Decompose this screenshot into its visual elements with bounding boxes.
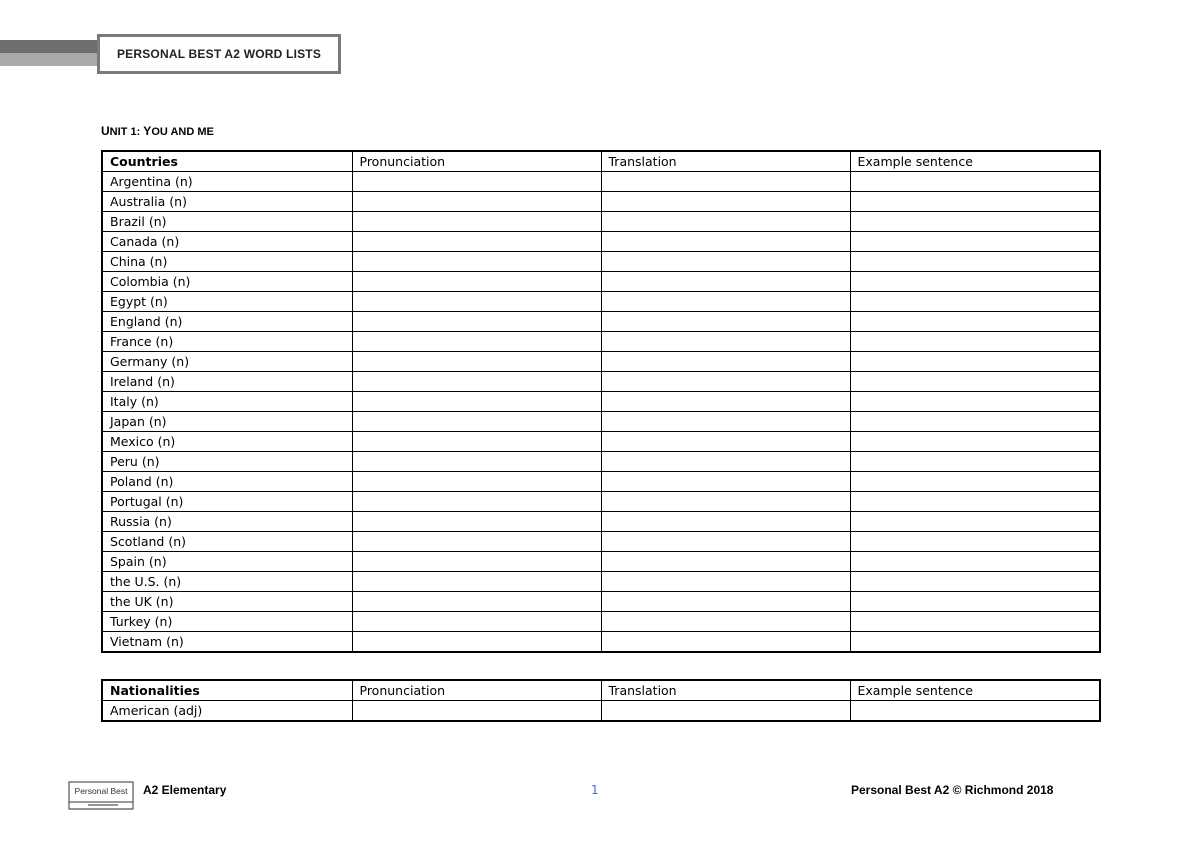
example-cell[interactable] [850,212,1100,232]
translation-cell[interactable] [601,292,850,312]
table-row [102,372,1100,392]
example-cell[interactable] [850,532,1100,552]
pronunciation-cell[interactable] [352,532,601,552]
word-cell: Spain (n) [102,552,352,572]
translation-cell[interactable] [601,352,850,372]
pronunciation-cell[interactable] [352,632,601,653]
word-cell: Turkey (n) [102,612,352,632]
word-cell: England (n) [102,312,352,332]
translation-cell[interactable] [601,572,850,592]
word-cell: Germany (n) [102,352,352,372]
unit-title: UNIT 1: YOU AND ME [101,124,214,138]
pronunciation-cell[interactable] [352,192,601,212]
word-cell: Portugal (n) [102,492,352,512]
word-cell: China (n) [102,252,352,272]
pronunciation-cell[interactable] [352,372,601,392]
example-cell[interactable] [850,352,1100,372]
word-cell: Italy (n) [102,392,352,412]
pronunciation-cell[interactable] [352,432,601,452]
example-cell[interactable] [850,412,1100,432]
pronunciation-cell[interactable] [352,332,601,352]
translation-cell[interactable] [601,612,850,632]
table-row [102,612,1100,632]
page-number: 1 [591,783,599,797]
pronunciation-cell[interactable] [352,232,601,252]
translation-cell[interactable] [601,332,850,352]
pronunciation-cell[interactable] [352,412,601,432]
word-cell: Egypt (n) [102,292,352,312]
column-header: Countries [102,151,352,172]
pronunciation-cell[interactable] [352,472,601,492]
table-row [102,192,1100,212]
word-cell: France (n) [102,332,352,352]
pronunciation-cell[interactable] [352,701,601,722]
translation-cell[interactable] [601,592,850,612]
column-header: Translation [601,151,850,172]
translation-cell[interactable] [601,212,850,232]
table-header-row [102,151,1100,172]
table-row [102,572,1100,592]
table-row [102,352,1100,372]
word-cell: Colombia (n) [102,272,352,292]
word-cell: the UK (n) [102,592,352,612]
example-cell[interactable] [850,252,1100,272]
translation-cell[interactable] [601,552,850,572]
table-row [102,552,1100,572]
translation-cell[interactable] [601,192,850,212]
translation-cell[interactable] [601,532,850,552]
column-header: Pronunciation [352,680,601,701]
example-cell[interactable] [850,701,1100,722]
table-row [102,592,1100,612]
example-cell[interactable] [850,232,1100,252]
table-row [102,172,1100,192]
word-cell: Vietnam (n) [102,632,352,653]
word-cell: American (adj) [102,701,352,722]
example-cell[interactable] [850,552,1100,572]
word-cell: Mexico (n) [102,432,352,452]
footer-copyright: Personal Best A2 © Richmond 2018 [851,783,1054,797]
example-cell[interactable] [850,192,1100,212]
word-cell: Russia (n) [102,512,352,532]
pronunciation-cell[interactable] [352,492,601,512]
translation-cell[interactable] [601,392,850,412]
word-cell: Peru (n) [102,452,352,472]
pronunciation-cell[interactable] [352,452,601,472]
example-cell[interactable] [850,632,1100,653]
pronunciation-cell[interactable] [352,592,601,612]
table-row [102,212,1100,232]
translation-cell[interactable] [601,252,850,272]
page-title: PERSONAL BEST A2 WORD LISTS [97,34,341,74]
example-cell[interactable] [850,372,1100,392]
table-row [102,492,1100,512]
table-row [102,252,1100,272]
example-cell[interactable] [850,312,1100,332]
table-row [102,472,1100,492]
table-row [102,432,1100,452]
word-cell: Scotland (n) [102,532,352,552]
translation-cell[interactable] [601,701,850,722]
nationalities-table [101,679,1101,722]
translation-cell[interactable] [601,432,850,452]
pronunciation-cell[interactable] [352,552,601,572]
word-cell: Ireland (n) [102,372,352,392]
example-cell[interactable] [850,472,1100,492]
example-cell[interactable] [850,612,1100,632]
header-decoration-bar [0,40,110,66]
table-row [102,412,1100,432]
table-header-row [102,680,1100,701]
example-cell[interactable] [850,332,1100,352]
word-cell: Poland (n) [102,472,352,492]
table-row [102,532,1100,552]
word-cell: Australia (n) [102,192,352,212]
example-cell[interactable] [850,272,1100,292]
word-cell: Brazil (n) [102,212,352,232]
pronunciation-cell[interactable] [352,312,601,332]
table-row [102,232,1100,252]
example-cell[interactable] [850,512,1100,532]
translation-cell[interactable] [601,472,850,492]
word-cell: Argentina (n) [102,172,352,192]
example-cell[interactable] [850,432,1100,452]
example-cell[interactable] [850,452,1100,472]
translation-cell[interactable] [601,372,850,392]
translation-cell[interactable] [601,412,850,432]
pronunciation-cell[interactable] [352,172,601,192]
column-header: Example sentence [850,151,1100,172]
example-cell[interactable] [850,292,1100,312]
column-header: Translation [601,680,850,701]
example-cell[interactable] [850,172,1100,192]
word-cell: the U.S. (n) [102,572,352,592]
table-row [102,312,1100,332]
example-cell[interactable] [850,592,1100,612]
word-cell: Japan (n) [102,412,352,432]
translation-cell[interactable] [601,272,850,292]
translation-cell[interactable] [601,492,850,512]
example-cell[interactable] [850,392,1100,412]
column-header: Pronunciation [352,151,601,172]
pronunciation-cell[interactable] [352,572,601,592]
translation-cell[interactable] [601,452,850,472]
table-row [102,292,1100,312]
table-row [102,452,1100,472]
translation-cell[interactable] [601,632,850,653]
countries-table [101,150,1101,653]
pronunciation-cell[interactable] [352,512,601,532]
pronunciation-cell[interactable] [352,292,601,312]
pronunciation-cell[interactable] [352,252,601,272]
table-row [102,272,1100,292]
table-row [102,332,1100,352]
pronunciation-cell[interactable] [352,212,601,232]
pronunciation-cell[interactable] [352,612,601,632]
example-cell[interactable] [850,572,1100,592]
column-header: Nationalities [102,680,352,701]
pronunciation-cell[interactable] [352,272,601,292]
personal-best-logo [68,781,134,811]
svg-text:Personal Best: Personal Best [74,786,128,796]
word-cell: Canada (n) [102,232,352,252]
table-row [102,632,1100,653]
translation-cell[interactable] [601,232,850,252]
translation-cell[interactable] [601,512,850,532]
pronunciation-cell[interactable] [352,352,601,372]
footer-level: A2 Elementary [143,783,227,797]
table-row [102,392,1100,412]
translation-cell[interactable] [601,172,850,192]
example-cell[interactable] [850,492,1100,512]
table-row [102,701,1100,722]
column-header: Example sentence [850,680,1100,701]
translation-cell[interactable] [601,312,850,332]
pronunciation-cell[interactable] [352,392,601,412]
table-row [102,512,1100,532]
